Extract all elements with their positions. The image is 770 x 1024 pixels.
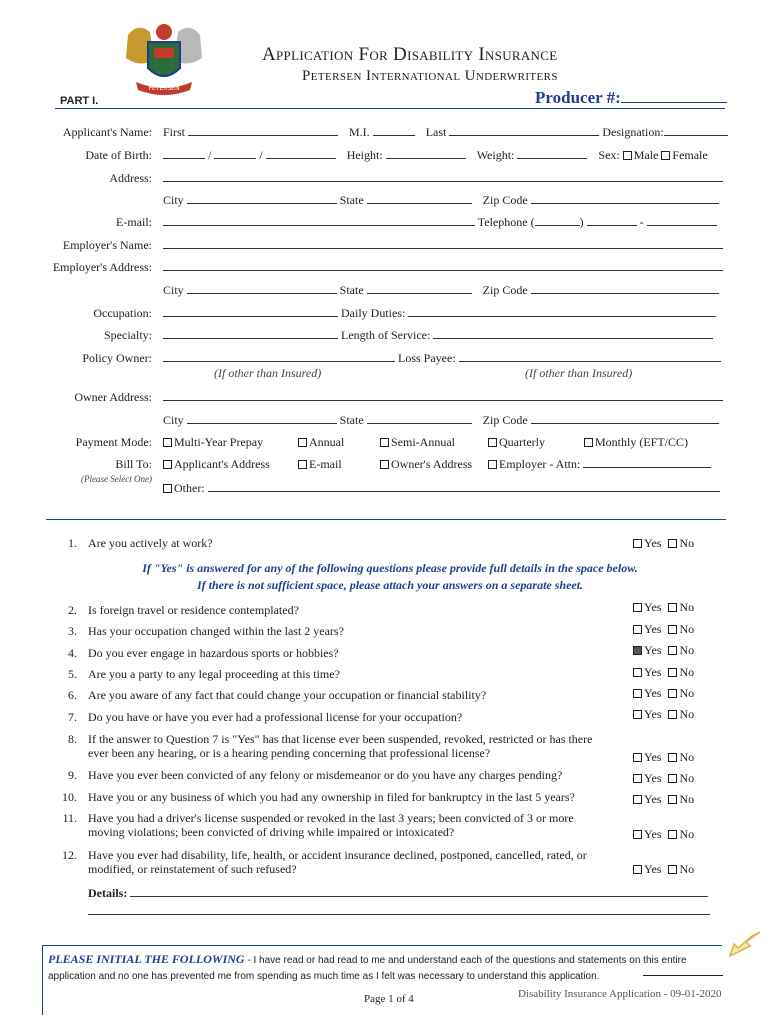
question-text: Have you had a driver's license suspended or revoked in the last 3 years; been convicted of 3 or more moving violations; been convicted of driving while impaired or intoxicated? xyxy=(88,811,574,839)
address-city-row[interactable]: City State Zip Code xyxy=(163,193,719,208)
policy-owner-hint: (If other than Insured) xyxy=(214,366,322,380)
details-field[interactable]: Details: xyxy=(88,886,708,901)
question-answer[interactable]: Yes No xyxy=(633,665,694,680)
employer-name-field[interactable] xyxy=(163,238,723,253)
question-number: 12. xyxy=(62,848,77,862)
question-number: 3. xyxy=(68,624,77,638)
question-answer[interactable]: Yes No xyxy=(633,600,694,615)
bill-to-label: Bill To: xyxy=(115,457,152,471)
specialty-row[interactable]: Length of Service: xyxy=(163,328,713,343)
specialty-label: Specialty: xyxy=(104,328,152,342)
question-text: Are you actively at work? xyxy=(88,536,213,550)
page-number: Page 1 of 4 xyxy=(364,993,414,1005)
owner-address-label: Owner Address: xyxy=(74,390,152,404)
occupation-label: Occupation: xyxy=(93,306,152,320)
female-checkbox[interactable] xyxy=(661,151,670,160)
please-select-hint: (Please Select One) xyxy=(81,474,152,484)
question-text: Is foreign travel or residence contemplated? xyxy=(88,603,299,617)
question-number: 11. xyxy=(62,811,77,825)
question-answer[interactable]: Yes No xyxy=(633,862,694,877)
question-text: Have you ever had disability, life, health, or accident insurance declined, postponed, cancelled, rated, or modified, or reinstatement of such refused? xyxy=(88,848,587,876)
question-answer[interactable]: Yes No xyxy=(633,686,694,701)
document-subtitle: Petersen International Underwriters xyxy=(302,68,558,84)
question-answer[interactable]: Yes No xyxy=(633,792,694,807)
details-field-line2[interactable] xyxy=(88,904,710,919)
initial-statement: PLEASE INITIAL THE FOLLOWING - I have read or had read to me and understand each of the questions and statements on this entire application and no one has prevented me from spending as much time as I felt was necessary to understand this application. xyxy=(48,952,687,982)
policy-owner-label: Policy Owner: xyxy=(82,351,152,365)
question-answer[interactable]: Yes No xyxy=(633,622,694,637)
payment-option-annual[interactable]: Annual xyxy=(298,435,344,450)
question-text: Are you aware of any fact that could change your occupation or financial stability? xyxy=(88,688,487,702)
employer-address-field[interactable] xyxy=(163,260,723,275)
question-number: 10. xyxy=(62,790,77,804)
question-answer[interactable]: Yes No xyxy=(633,750,694,765)
question-text: Do you have or have you ever had a professional license for your occupation? xyxy=(88,710,463,724)
question-answer[interactable]: Yes No xyxy=(633,707,694,722)
question-number: 8. xyxy=(68,732,77,746)
email-telephone-row[interactable]: Telephone ( ) - xyxy=(163,215,717,230)
header-divider xyxy=(55,108,725,109)
loss-payee-hint: (If other than Insured) xyxy=(525,366,633,380)
payment-option-monthly[interactable]: Monthly (EFT/CC) xyxy=(584,435,688,450)
payment-mode-label: Payment Mode: xyxy=(75,435,152,449)
occupation-row[interactable]: Daily Duties: xyxy=(163,306,716,321)
question-text: Are you a party to any legal proceeding at this time? xyxy=(88,667,340,681)
arrow-pointer-icon xyxy=(722,928,764,962)
question-number: 9. xyxy=(68,768,77,782)
question-number: 2. xyxy=(68,603,77,617)
section-divider xyxy=(46,519,726,520)
payment-option-quarterly[interactable]: Quarterly xyxy=(488,435,545,450)
email-label: E-mail: xyxy=(116,215,152,229)
bill-to-other[interactable]: Other: xyxy=(163,481,720,496)
applicant-name-row[interactable]: First M.I. Last Designation: xyxy=(163,125,728,140)
question-text: Do you ever engage in hazardous sports or hobbies? xyxy=(88,646,339,660)
producer-number-field[interactable]: Producer #: xyxy=(535,88,727,108)
question-answer[interactable]: Yes No xyxy=(633,771,694,786)
instruction-note: If "Yes" is answered for any of the following questions please provide full details in the space below. If there is not sufficient space, please attach your answers on a separate sheet. xyxy=(142,561,638,592)
owner-address-field[interactable] xyxy=(163,390,723,405)
dob-label: Date of Birth: xyxy=(85,148,152,162)
owner-city-row[interactable]: City State Zip Code xyxy=(163,413,719,428)
form-id: Disability Insurance Application - 09-01-2020 xyxy=(518,988,722,1000)
employer-name-label: Employer's Name: xyxy=(62,238,152,252)
policy-owner-row[interactable]: Loss Payee: xyxy=(163,351,721,366)
male-checkbox[interactable] xyxy=(623,151,632,160)
svg-text:PETERSEN: PETERSEN xyxy=(148,85,180,92)
question-text: If the answer to Question 7 is "Yes" has that license ever been suspended, revoked, restricted or has there ever been any hearing, or is a hearing pending concerning that professional license? xyxy=(88,732,593,760)
question-answer[interactable]: Yes No xyxy=(633,536,694,551)
address-label: Address: xyxy=(109,171,152,185)
employer-address-label: Employer's Address: xyxy=(52,260,152,274)
address-field[interactable] xyxy=(163,171,723,186)
question-answer[interactable]: Yes No xyxy=(633,827,694,842)
bill-to-employer[interactable]: Employer - Attn: xyxy=(488,457,711,472)
question-number: 4. xyxy=(68,646,77,660)
dob-row[interactable]: / / Height: Weight: Sex: Male Female xyxy=(163,148,708,163)
payment-option-semiannual[interactable]: Semi-Annual xyxy=(380,435,455,450)
question-number: 1. xyxy=(68,536,77,550)
bill-to-applicant[interactable]: Applicant's Address xyxy=(163,457,270,472)
question-text: Have you ever been convicted of any felony or misdemeanor or do you have any charges pending? xyxy=(88,768,563,782)
question-answer[interactable]: Yes No xyxy=(633,643,694,658)
question-number: 6. xyxy=(68,688,77,702)
employer-city-row[interactable]: City State Zip Code xyxy=(163,283,719,298)
initial-signature-line[interactable] xyxy=(643,975,723,976)
part-label: PART I. xyxy=(60,95,99,107)
question-text: Has your occupation changed within the last 2 years? xyxy=(88,624,344,638)
payment-option-multiyear[interactable]: Multi-Year Prepay xyxy=(163,435,263,450)
applicant-name-label: Applicant's Name: xyxy=(62,125,152,139)
bill-to-email[interactable]: E-mail xyxy=(298,457,342,472)
bill-to-owner[interactable]: Owner's Address xyxy=(380,457,472,472)
company-crest-logo xyxy=(118,20,210,100)
question-number: 5. xyxy=(68,667,77,681)
question-number: 7. xyxy=(68,710,77,724)
question-text: Have you or any business of which you had any ownership in filed for bankruptcy in the last 5 years? xyxy=(88,790,575,804)
document-title: Application For Disability Insurance xyxy=(262,44,558,65)
